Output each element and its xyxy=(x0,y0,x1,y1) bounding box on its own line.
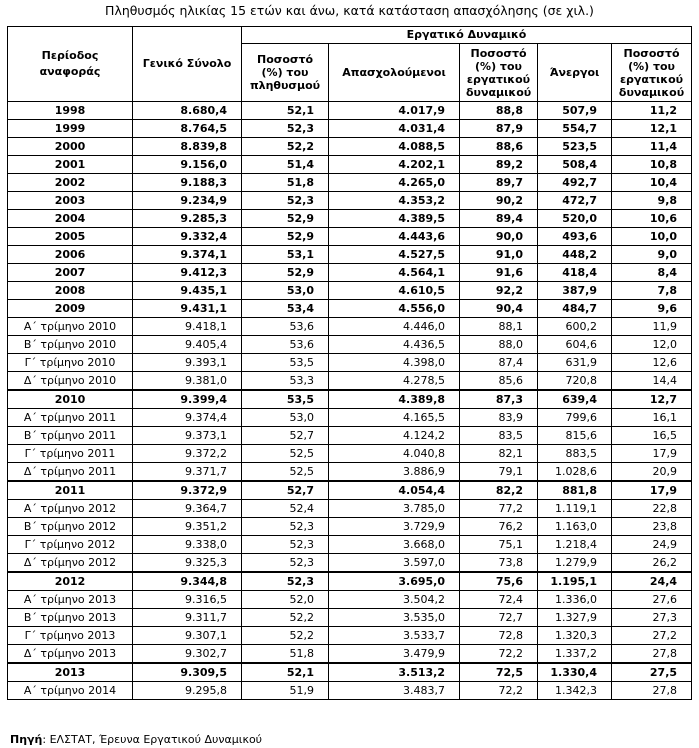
table-row-year xyxy=(8,192,692,210)
cell-total: 9.371,7 xyxy=(133,463,242,482)
cell-pct-labour-force: 87,4 xyxy=(460,354,538,372)
cell-pct-labour-force: 89,4 xyxy=(460,210,538,228)
cell-pct-labour-force: 77,2 xyxy=(460,500,538,518)
cell-pct-unemployed: 26,2 xyxy=(612,554,692,573)
cell-pct-unemployed: 24,9 xyxy=(612,536,692,554)
cell-employed: 3.513,2 xyxy=(329,663,460,682)
cell-pct-population: 52,1 xyxy=(242,102,329,120)
cell-pct-unemployed: 12,0 xyxy=(612,336,692,354)
table-row-quarter xyxy=(8,336,692,354)
table-row-year xyxy=(8,572,692,591)
table-row-year xyxy=(8,138,692,156)
cell-pct-unemployed: 7,8 xyxy=(612,282,692,300)
cell-employed: 3.886,9 xyxy=(329,463,460,482)
cell-pct-labour-force: 91,6 xyxy=(460,264,538,282)
cell-employed: 4.389,8 xyxy=(329,390,460,409)
cell-pct-labour-force: 72,4 xyxy=(460,591,538,609)
cell-pct-labour-force: 88,6 xyxy=(460,138,538,156)
cell-pct-unemployed: 17,9 xyxy=(612,445,692,463)
cell-employed: 3.729,9 xyxy=(329,518,460,536)
table-row-year xyxy=(8,481,692,500)
cell-pct-labour-force: 79,1 xyxy=(460,463,538,482)
cell-employed: 4.527,5 xyxy=(329,246,460,264)
cell-total: 9.307,1 xyxy=(133,627,242,645)
cell-period: 2000 xyxy=(8,138,133,156)
cell-employed: 3.483,7 xyxy=(329,682,460,700)
cell-unemployed: 1.336,0 xyxy=(538,591,612,609)
cell-pct-population: 52,7 xyxy=(242,481,329,500)
cell-unemployed: 520,0 xyxy=(538,210,612,228)
cell-pct-unemployed: 10,4 xyxy=(612,174,692,192)
table-row-quarter xyxy=(8,500,692,518)
cell-employed: 3.597,0 xyxy=(329,554,460,573)
table-header xyxy=(8,27,692,102)
table-row-quarter xyxy=(8,627,692,645)
cell-period: Β΄ τρίμηνο 2010 xyxy=(8,336,133,354)
table-row-year xyxy=(8,390,692,409)
cell-period: Γ΄ τρίμηνο 2012 xyxy=(8,536,133,554)
cell-employed: 4.088,5 xyxy=(329,138,460,156)
cell-pct-labour-force: 88,8 xyxy=(460,102,538,120)
cell-pct-population: 53,5 xyxy=(242,390,329,409)
cell-total: 9.309,5 xyxy=(133,663,242,682)
cell-pct-labour-force: 76,2 xyxy=(460,518,538,536)
cell-total: 9.316,5 xyxy=(133,591,242,609)
cell-unemployed: 554,7 xyxy=(538,120,612,138)
cell-total: 9.373,1 xyxy=(133,427,242,445)
cell-period: Α΄ τρίμηνο 2014 xyxy=(8,682,133,700)
cell-pct-unemployed: 11,9 xyxy=(612,318,692,336)
table-row-quarter xyxy=(8,682,692,700)
cell-total: 9.285,3 xyxy=(133,210,242,228)
cell-pct-labour-force: 90,4 xyxy=(460,300,538,318)
cell-pct-labour-force: 82,1 xyxy=(460,445,538,463)
cell-unemployed: 1.342,3 xyxy=(538,682,612,700)
cell-unemployed: 815,6 xyxy=(538,427,612,445)
cell-pct-unemployed: 27,6 xyxy=(612,591,692,609)
cell-pct-labour-force: 72,2 xyxy=(460,682,538,700)
cell-pct-labour-force: 75,1 xyxy=(460,536,538,554)
cell-pct-labour-force: 83,5 xyxy=(460,427,538,445)
cell-pct-unemployed: 27,5 xyxy=(612,663,692,682)
table-row-year xyxy=(8,264,692,282)
cell-period: 2006 xyxy=(8,246,133,264)
cell-total: 9.372,2 xyxy=(133,445,242,463)
cell-pct-labour-force: 91,0 xyxy=(460,246,538,264)
cell-pct-population: 53,6 xyxy=(242,336,329,354)
cell-total: 9.393,1 xyxy=(133,354,242,372)
cell-pct-population: 52,7 xyxy=(242,427,329,445)
cell-total: 9.351,2 xyxy=(133,518,242,536)
cell-unemployed: 484,7 xyxy=(538,300,612,318)
cell-pct-population: 52,5 xyxy=(242,463,329,482)
cell-period: Β΄ τρίμηνο 2013 xyxy=(8,609,133,627)
cell-unemployed: 883,5 xyxy=(538,445,612,463)
table-row-year xyxy=(8,663,692,682)
cell-unemployed: 387,9 xyxy=(538,282,612,300)
cell-unemployed: 418,4 xyxy=(538,264,612,282)
cell-unemployed: 1.279,9 xyxy=(538,554,612,573)
cell-pct-population: 52,0 xyxy=(242,591,329,609)
cell-period: 2007 xyxy=(8,264,133,282)
table-row-quarter xyxy=(8,554,692,573)
cell-pct-population: 51,9 xyxy=(242,682,329,700)
cell-pct-labour-force: 87,9 xyxy=(460,120,538,138)
cell-total: 9.418,1 xyxy=(133,318,242,336)
cell-pct-population: 52,3 xyxy=(242,536,329,554)
cell-unemployed: 799,6 xyxy=(538,409,612,427)
cell-unemployed: 1.320,3 xyxy=(538,627,612,645)
cell-pct-unemployed: 27,8 xyxy=(612,645,692,664)
cell-unemployed: 1.163,0 xyxy=(538,518,612,536)
cell-total: 8.839,8 xyxy=(133,138,242,156)
cell-pct-unemployed: 27,2 xyxy=(612,627,692,645)
cell-unemployed: 493,6 xyxy=(538,228,612,246)
cell-unemployed: 448,2 xyxy=(538,246,612,264)
header-unemployed: Άνεργοι xyxy=(538,44,612,102)
cell-pct-population: 51,8 xyxy=(242,174,329,192)
cell-total: 9.412,3 xyxy=(133,264,242,282)
table-body xyxy=(8,102,692,700)
cell-pct-population: 52,2 xyxy=(242,609,329,627)
cell-employed: 3.533,7 xyxy=(329,627,460,645)
table-row-quarter xyxy=(8,427,692,445)
cell-period: 2008 xyxy=(8,282,133,300)
cell-period: Α΄ τρίμηνο 2012 xyxy=(8,500,133,518)
cell-period: Δ΄ τρίμηνο 2013 xyxy=(8,645,133,664)
cell-period: Γ΄ τρίμηνο 2013 xyxy=(8,627,133,645)
cell-pct-unemployed: 24,4 xyxy=(612,572,692,591)
cell-period: Α΄ τρίμηνο 2013 xyxy=(8,591,133,609)
cell-employed: 4.265,0 xyxy=(329,174,460,192)
cell-pct-unemployed: 12,6 xyxy=(612,354,692,372)
table-row-year xyxy=(8,228,692,246)
cell-pct-unemployed: 22,8 xyxy=(612,500,692,518)
cell-unemployed: 631,9 xyxy=(538,354,612,372)
table-row-year xyxy=(8,300,692,318)
table-row-year xyxy=(8,246,692,264)
cell-employed: 3.785,0 xyxy=(329,500,460,518)
table-title: Πληθυσμός ηλικίας 15 ετών και άνω, κατά κατάσταση απασχόλησης (σε χιλ.) xyxy=(105,3,594,18)
cell-period: Γ΄ τρίμηνο 2010 xyxy=(8,354,133,372)
cell-pct-labour-force: 75,6 xyxy=(460,572,538,591)
cell-period: 2011 xyxy=(8,481,133,500)
cell-period: 2009 xyxy=(8,300,133,318)
cell-pct-unemployed: 9,8 xyxy=(612,192,692,210)
cell-pct-unemployed: 11,2 xyxy=(612,102,692,120)
table-row-year xyxy=(8,210,692,228)
cell-pct-population: 51,8 xyxy=(242,645,329,664)
cell-period: Δ΄ τρίμηνο 2012 xyxy=(8,554,133,573)
cell-pct-population: 52,9 xyxy=(242,228,329,246)
cell-pct-unemployed: 10,8 xyxy=(612,156,692,174)
cell-employed: 3.535,0 xyxy=(329,609,460,627)
cell-period: Β΄ τρίμηνο 2011 xyxy=(8,427,133,445)
cell-pct-labour-force: 73,8 xyxy=(460,554,538,573)
cell-total: 9.234,9 xyxy=(133,192,242,210)
cell-total: 9.188,3 xyxy=(133,174,242,192)
cell-pct-unemployed: 11,4 xyxy=(612,138,692,156)
table-row-quarter xyxy=(8,372,692,391)
table-row-year xyxy=(8,102,692,120)
cell-employed: 4.017,9 xyxy=(329,102,460,120)
table-row-quarter xyxy=(8,463,692,482)
cell-pct-population: 53,6 xyxy=(242,318,329,336)
employment-table xyxy=(7,26,692,700)
cell-employed: 4.446,0 xyxy=(329,318,460,336)
cell-pct-unemployed: 20,9 xyxy=(612,463,692,482)
cell-pct-labour-force: 72,8 xyxy=(460,627,538,645)
cell-pct-population: 53,0 xyxy=(242,409,329,427)
cell-employed: 4.353,2 xyxy=(329,192,460,210)
cell-total: 9.311,7 xyxy=(133,609,242,627)
cell-pct-labour-force: 88,0 xyxy=(460,336,538,354)
cell-pct-population: 52,3 xyxy=(242,572,329,591)
cell-total: 9.435,1 xyxy=(133,282,242,300)
cell-unemployed: 1.218,4 xyxy=(538,536,612,554)
cell-pct-unemployed: 8,4 xyxy=(612,264,692,282)
cell-employed: 4.436,5 xyxy=(329,336,460,354)
cell-pct-labour-force: 72,7 xyxy=(460,609,538,627)
cell-pct-labour-force: 88,1 xyxy=(460,318,538,336)
cell-period: 2010 xyxy=(8,390,133,409)
table-row-year xyxy=(8,282,692,300)
cell-employed: 3.479,9 xyxy=(329,645,460,664)
cell-period: 2003 xyxy=(8,192,133,210)
cell-period: Γ΄ τρίμηνο 2011 xyxy=(8,445,133,463)
header-pct-unemployed: Ποσοστό (%) του εργατικού δυναμικού xyxy=(612,44,692,102)
cell-pct-labour-force: 72,5 xyxy=(460,663,538,682)
cell-pct-labour-force: 90,2 xyxy=(460,192,538,210)
table-row-quarter xyxy=(8,609,692,627)
cell-pct-population: 52,3 xyxy=(242,192,329,210)
cell-pct-population: 52,1 xyxy=(242,663,329,682)
cell-pct-population: 53,1 xyxy=(242,246,329,264)
cell-unemployed: 1.195,1 xyxy=(538,572,612,591)
cell-employed: 4.202,1 xyxy=(329,156,460,174)
cell-employed: 4.278,5 xyxy=(329,372,460,391)
table-row-quarter xyxy=(8,518,692,536)
cell-unemployed: 1.327,9 xyxy=(538,609,612,627)
cell-total: 9.338,0 xyxy=(133,536,242,554)
table-row-quarter xyxy=(8,591,692,609)
cell-unemployed: 1.337,2 xyxy=(538,645,612,664)
cell-pct-population: 52,9 xyxy=(242,264,329,282)
cell-unemployed: 523,5 xyxy=(538,138,612,156)
cell-pct-population: 52,4 xyxy=(242,500,329,518)
cell-unemployed: 600,2 xyxy=(538,318,612,336)
cell-total: 9.431,1 xyxy=(133,300,242,318)
cell-employed: 4.556,0 xyxy=(329,300,460,318)
header-pct-population: Ποσοστό (%) του πληθυσμού xyxy=(242,44,329,102)
table-row-quarter xyxy=(8,318,692,336)
cell-pct-unemployed: 12,1 xyxy=(612,120,692,138)
cell-unemployed: 639,4 xyxy=(538,390,612,409)
cell-total: 9.372,9 xyxy=(133,481,242,500)
cell-pct-unemployed: 9,6 xyxy=(612,300,692,318)
cell-total: 9.156,0 xyxy=(133,156,242,174)
cell-pct-population: 52,3 xyxy=(242,518,329,536)
cell-period: Β΄ τρίμηνο 2012 xyxy=(8,518,133,536)
cell-total: 9.405,4 xyxy=(133,336,242,354)
source-label: Πηγή xyxy=(10,733,43,746)
cell-pct-labour-force: 90,0 xyxy=(460,228,538,246)
cell-total: 9.374,1 xyxy=(133,246,242,264)
cell-period: Δ΄ τρίμηνο 2010 xyxy=(8,372,133,391)
cell-pct-labour-force: 72,2 xyxy=(460,645,538,664)
cell-period: 1998 xyxy=(8,102,133,120)
cell-total: 9.374,4 xyxy=(133,409,242,427)
cell-unemployed: 720,8 xyxy=(538,372,612,391)
cell-total: 9.332,4 xyxy=(133,228,242,246)
table-row-quarter xyxy=(8,536,692,554)
header-period: Περίοδος αναφοράς xyxy=(8,27,133,102)
cell-period: 2002 xyxy=(8,174,133,192)
cell-total: 9.295,8 xyxy=(133,682,242,700)
header-labour-force-group: Εργατικό Δυναμικό xyxy=(242,27,692,44)
source-text: : ΕΛΣΤΑΤ, Έρευνα Εργατικού Δυναμικού xyxy=(42,733,263,746)
table-row-quarter xyxy=(8,645,692,664)
cell-period: 2004 xyxy=(8,210,133,228)
cell-pct-unemployed: 27,8 xyxy=(612,682,692,700)
cell-total: 9.364,7 xyxy=(133,500,242,518)
cell-total: 8.680,4 xyxy=(133,102,242,120)
cell-pct-unemployed: 10,0 xyxy=(612,228,692,246)
cell-pct-unemployed: 17,9 xyxy=(612,481,692,500)
cell-total: 9.325,3 xyxy=(133,554,242,573)
cell-total: 9.399,4 xyxy=(133,390,242,409)
cell-period: 2005 xyxy=(8,228,133,246)
table-row-year xyxy=(8,174,692,192)
cell-pct-population: 52,2 xyxy=(242,627,329,645)
cell-pct-unemployed: 12,7 xyxy=(612,390,692,409)
table-row-quarter xyxy=(8,445,692,463)
cell-pct-population: 53,0 xyxy=(242,282,329,300)
cell-pct-population: 53,4 xyxy=(242,300,329,318)
cell-pct-unemployed: 27,3 xyxy=(612,609,692,627)
header-employed: Απασχολούμενοι xyxy=(329,44,460,102)
cell-pct-population: 52,3 xyxy=(242,554,329,573)
cell-pct-labour-force: 83,9 xyxy=(460,409,538,427)
cell-pct-labour-force: 89,7 xyxy=(460,174,538,192)
cell-employed: 4.040,8 xyxy=(329,445,460,463)
cell-pct-population: 52,2 xyxy=(242,138,329,156)
table-row-year xyxy=(8,156,692,174)
cell-employed: 4.610,5 xyxy=(329,282,460,300)
cell-unemployed: 1.330,4 xyxy=(538,663,612,682)
cell-period: Α΄ τρίμηνο 2010 xyxy=(8,318,133,336)
cell-pct-population: 51,4 xyxy=(242,156,329,174)
cell-total: 8.764,5 xyxy=(133,120,242,138)
cell-unemployed: 1.028,6 xyxy=(538,463,612,482)
cell-employed: 4.443,6 xyxy=(329,228,460,246)
table-row-quarter xyxy=(8,354,692,372)
cell-employed: 3.695,0 xyxy=(329,572,460,591)
cell-unemployed: 472,7 xyxy=(538,192,612,210)
header-total: Γενικό Σύνολο xyxy=(133,27,242,102)
cell-employed: 4.054,4 xyxy=(329,481,460,500)
cell-period: 2013 xyxy=(8,663,133,682)
cell-unemployed: 507,9 xyxy=(538,102,612,120)
cell-employed: 3.504,2 xyxy=(329,591,460,609)
cell-pct-unemployed: 14,4 xyxy=(612,372,692,391)
table-row-year xyxy=(8,120,692,138)
cell-total: 9.344,8 xyxy=(133,572,242,591)
cell-pct-unemployed: 23,8 xyxy=(612,518,692,536)
cell-employed: 4.124,2 xyxy=(329,427,460,445)
cell-pct-population: 52,9 xyxy=(242,210,329,228)
table-row-quarter xyxy=(8,409,692,427)
cell-period: 2001 xyxy=(8,156,133,174)
cell-pct-labour-force: 85,6 xyxy=(460,372,538,391)
cell-pct-unemployed: 16,1 xyxy=(612,409,692,427)
cell-unemployed: 492,7 xyxy=(538,174,612,192)
cell-employed: 4.564,1 xyxy=(329,264,460,282)
cell-unemployed: 881,8 xyxy=(538,481,612,500)
cell-unemployed: 1.119,1 xyxy=(538,500,612,518)
cell-employed: 4.031,4 xyxy=(329,120,460,138)
cell-pct-population: 52,3 xyxy=(242,120,329,138)
cell-pct-labour-force: 89,2 xyxy=(460,156,538,174)
cell-pct-labour-force: 87,3 xyxy=(460,390,538,409)
cell-pct-labour-force: 82,2 xyxy=(460,481,538,500)
cell-employed: 4.398,0 xyxy=(329,354,460,372)
cell-pct-labour-force: 92,2 xyxy=(460,282,538,300)
cell-total: 9.381,0 xyxy=(133,372,242,391)
cell-unemployed: 508,4 xyxy=(538,156,612,174)
cell-pct-unemployed: 9,0 xyxy=(612,246,692,264)
header-pct-labour-force: Ποσοστό (%) του εργατικού δυναμικού xyxy=(460,44,538,102)
cell-period: Δ΄ τρίμηνο 2011 xyxy=(8,463,133,482)
cell-period: Α΄ τρίμηνο 2011 xyxy=(8,409,133,427)
source-note xyxy=(10,733,262,746)
cell-employed: 4.165,5 xyxy=(329,409,460,427)
cell-period: 1999 xyxy=(8,120,133,138)
cell-pct-unemployed: 10,6 xyxy=(612,210,692,228)
cell-pct-population: 53,3 xyxy=(242,372,329,391)
cell-pct-population: 52,5 xyxy=(242,445,329,463)
cell-period: 2012 xyxy=(8,572,133,591)
cell-pct-unemployed: 16,5 xyxy=(612,427,692,445)
cell-employed: 4.389,5 xyxy=(329,210,460,228)
cell-pct-population: 53,5 xyxy=(242,354,329,372)
cell-unemployed: 604,6 xyxy=(538,336,612,354)
cell-employed: 3.668,0 xyxy=(329,536,460,554)
cell-total: 9.302,7 xyxy=(133,645,242,664)
